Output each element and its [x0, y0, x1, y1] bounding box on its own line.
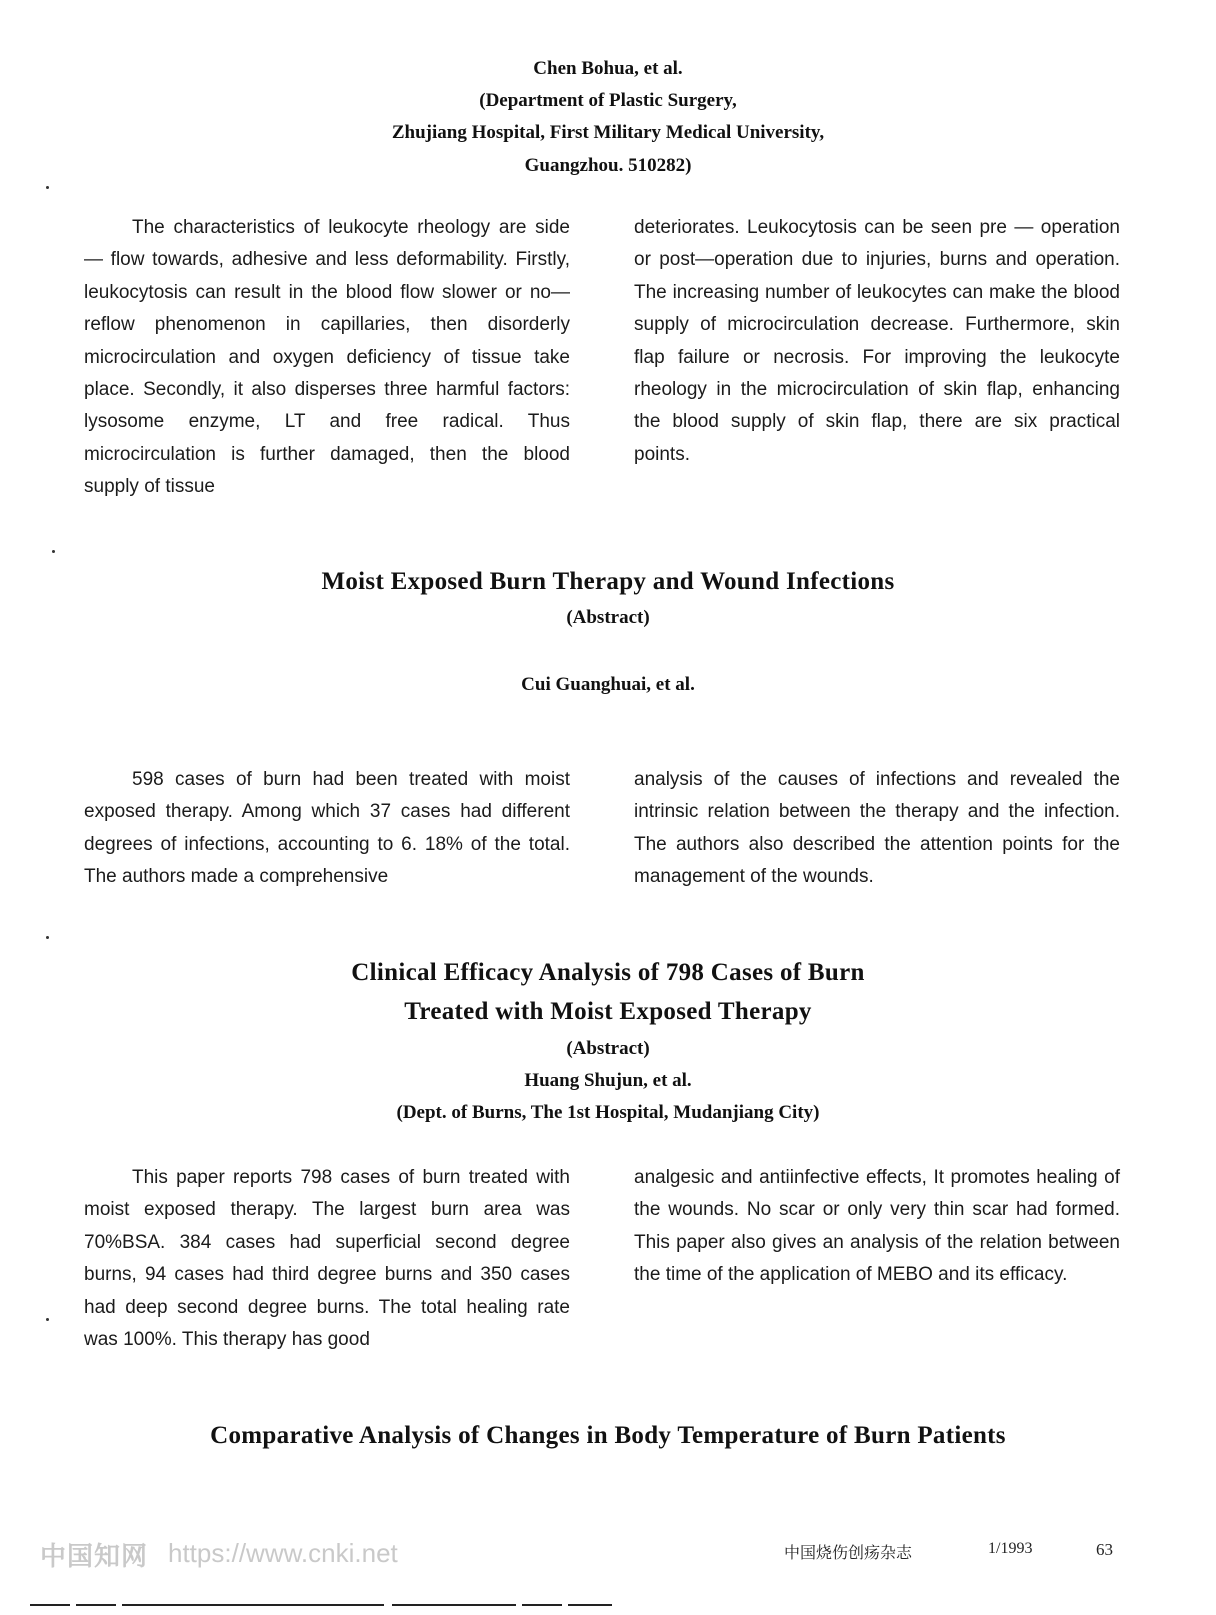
section2-left-column [84, 764, 570, 894]
section3-right-paragraph: analgesic and antiinfective effects, It promotes healing of the wounds. No scar or only very thin scar had formed. This paper also gives an analysis of the relation between the time of the application of MEBO and its efficacy. [634, 1167, 1120, 1286]
section3-title-line-2: Treated with Moist Exposed Therapy [404, 998, 812, 1025]
footer-rule-segment [568, 1604, 612, 1606]
issue-number: 1/1993 [988, 1540, 1033, 1557]
scan-speck [46, 936, 49, 939]
footer-rule-segment [122, 1604, 384, 1606]
section3-left-column [84, 1162, 570, 1356]
author-chen-bohua: Chen Bohua, et al. [533, 58, 683, 79]
section3-left-paragraph: This paper reports 798 cases of burn treated with moist exposed therapy. The largest burn area was 70%BSA. 384 cases had superficial second degree burns, 94 cases had third degree burns and 350 cases had deep second degree burns. The total healing rate was 100%. This therapy has good [84, 1167, 570, 1351]
section2-right-column [634, 764, 1120, 894]
section2-right-paragraph: analysis of the causes of infections and revealed the intrinsic relation between the therapy and the infection. The authors also described the attention points for the management of the wounds. [634, 769, 1120, 888]
scan-speck [46, 1318, 49, 1321]
footer-rule-segment [522, 1604, 562, 1606]
section2-left-paragraph: 598 cases of burn had been treated with moist exposed therapy. Among which 37 cases had different degrees of infections, accounting to 6. 18% of the total. The authors made a comprehensive [84, 769, 570, 888]
section3-affiliation: (Dept. of Burns, The 1st Hospital, Mudanjiang City) [396, 1102, 820, 1123]
section2-author: Cui Guanghuai, et al. [521, 674, 695, 695]
scan-speck [46, 186, 49, 189]
section3-subtitle: (Abstract) [566, 1038, 650, 1059]
cnki-watermark-logo: 中国知网 [40, 1541, 149, 1571]
footer-rule-segment [392, 1604, 516, 1606]
journal-name: 中国烧伤创疡杂志 [784, 1545, 913, 1562]
footer-rule-segment [76, 1604, 116, 1606]
affiliation-line-2: Zhujiang Hospital, First Military Medical University, [391, 122, 825, 143]
section3-author: Huang Shujun, et al. [524, 1070, 692, 1091]
scan-speck [52, 550, 55, 553]
section4-title: Comparative Analysis of Changes in Body Temperature of Burn Patients [210, 1422, 1006, 1449]
section1-right-paragraph: deteriorates. Leukocytosis can be seen pre — operation or post—operation due to injuries, burns and operation. The increasing number of leukocytes can make the blood supply of microcirculation decrease. Furthermore, skin flap failure or necrosis. For improving the leukocyte rheology in the microcirculation of skin flap, enhancing the blood supply of skin flap, there are six practical points. [634, 217, 1120, 465]
cnki-watermark-url: https://www.cnki.net [168, 1538, 398, 1568]
section3-title-line-1: Clinical Efficacy Analysis of 798 Cases of Burn [351, 959, 865, 986]
section2-subtitle: (Abstract) [566, 607, 650, 628]
section1-left-column [84, 212, 570, 504]
section3-right-column [634, 1162, 1120, 1292]
footer-rule-segment [30, 1604, 70, 1606]
section2-title: Moist Exposed Burn Therapy and Wound Infections [321, 568, 895, 595]
section1-left-paragraph: The characteristics of leukocyte rheology are side — flow towards, adhesive and less deformability. Firstly, leukocytosis can result in the blood flow slower or no—reflow phenomenon in capillaries, then disorderly microcirculation and oxygen deficiency of tissue take place. Secondly, it also disperses three harmful factors: lysosome enzyme, LT and free radical. Thus microcirculation is further damaged, then the blood supply of tissue [84, 217, 570, 498]
affiliation-line-1: (Department of Plastic Surgery, [479, 90, 737, 111]
page-number: 63 [1096, 1540, 1113, 1559]
section1-right-column [634, 212, 1120, 471]
affiliation-line-3: Guangzhou. 510282) [524, 155, 692, 176]
